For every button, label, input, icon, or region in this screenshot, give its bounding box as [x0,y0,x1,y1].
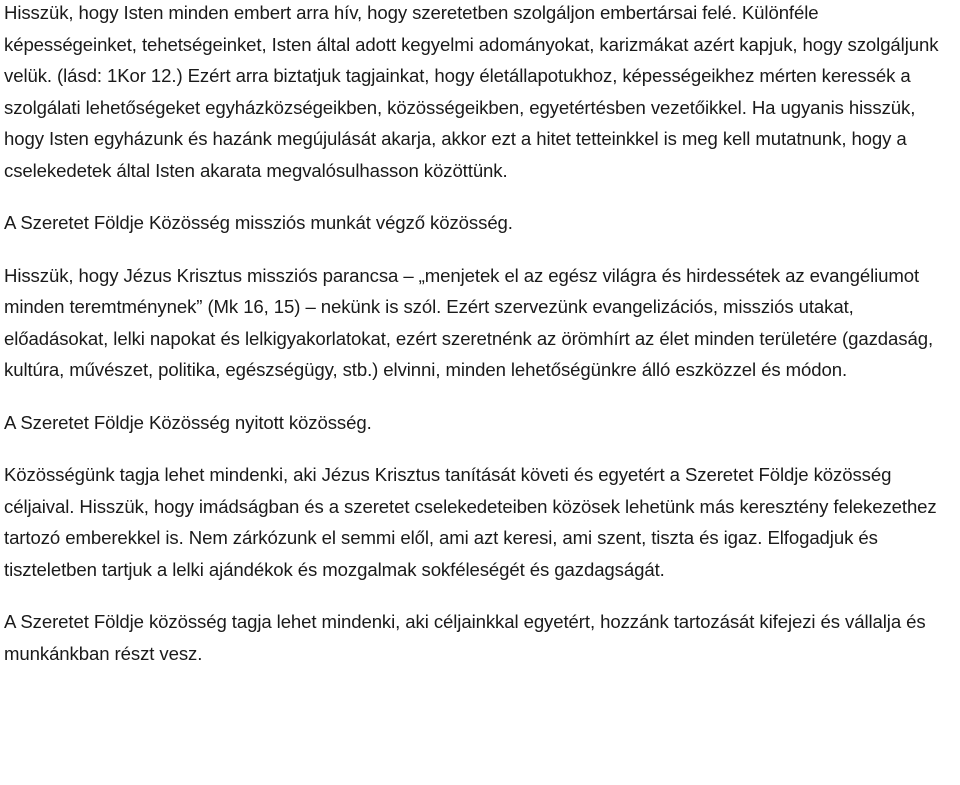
paragraph-service: Hisszük, hogy Isten minden embert arra hív, hogy szeretetben szolgáljon embertársai felé. Különféle képességeinket, tehetségeinket, Isten által adott kegyelmi adományokat, karizmákat azért kapjuk, hogy szolgáljunk velük. (lásd: 1Kor 12.) Ezért arra biztatjuk tagjainkat, hogy életállapotukhoz, képességeikhez mérten keressék a szolgálati lehetőségeket egyházközségeikben, közösségeikben, egyetértésben vezetőikkel. Ha ugyanis hisszük, hogy Isten egyházunk és hazánk megújulását akarja, akkor ezt a hitet tetteinkkel is meg kell mutatnunk, hogy a cselekedetek által Isten akarata megvalósulhasson közöttünk. [4,2,939,181]
paragraph-mission: Hisszük, hogy Jézus Krisztus missziós parancsa – „menjetek el az egész világra és hirdessétek az evangéliumot minden teremtménynek” (Mk 16, 15) – nekünk is szól. Ezért szervezünk evangelizációs, missziós utakat, előadásokat, lelki napokat és lelkigyakorlatokat, ezért szeretnénk az örömhírt az élet minden területére (gazdaság, kultúra, művészet, politika, egészségügy, stb.) elvinni, minden lehetőségünkre álló eszközzel és módon. [4,264,934,380]
paragraph-mission-heading: A Szeretet Földje Közösség missziós munkát végző közösség. [4,212,513,233]
paragraph-membership: A Szeretet Földje közösség tagja lehet mindenki, aki céljainkkal egyetért, hozzánk tartozását kifejezi és vállalja és munkánkban részt vesz. [4,611,926,664]
paragraph-open-heading: A Szeretet Földje Közösség nyitott közösség. [4,411,372,433]
paragraph-open: Közösségünk tagja lehet mindenki, aki Jézus Krisztus tanítását követi és egyetért a Szeretet Földje közösség céljaival. Hisszük, hogy imádságban és a szeretet cselekedeteiben közösek lehetünk más keresztény felekezethez tartozó emberekkel is. Nem zárkózunk el semmi elől, ami azt keresi, ami szent, tiszta és igaz. Elfogadjuk és tiszteletben tartjuk a lelki ajándékok és mozgalmak sokféleségét és gazdagságát. [4,464,937,580]
